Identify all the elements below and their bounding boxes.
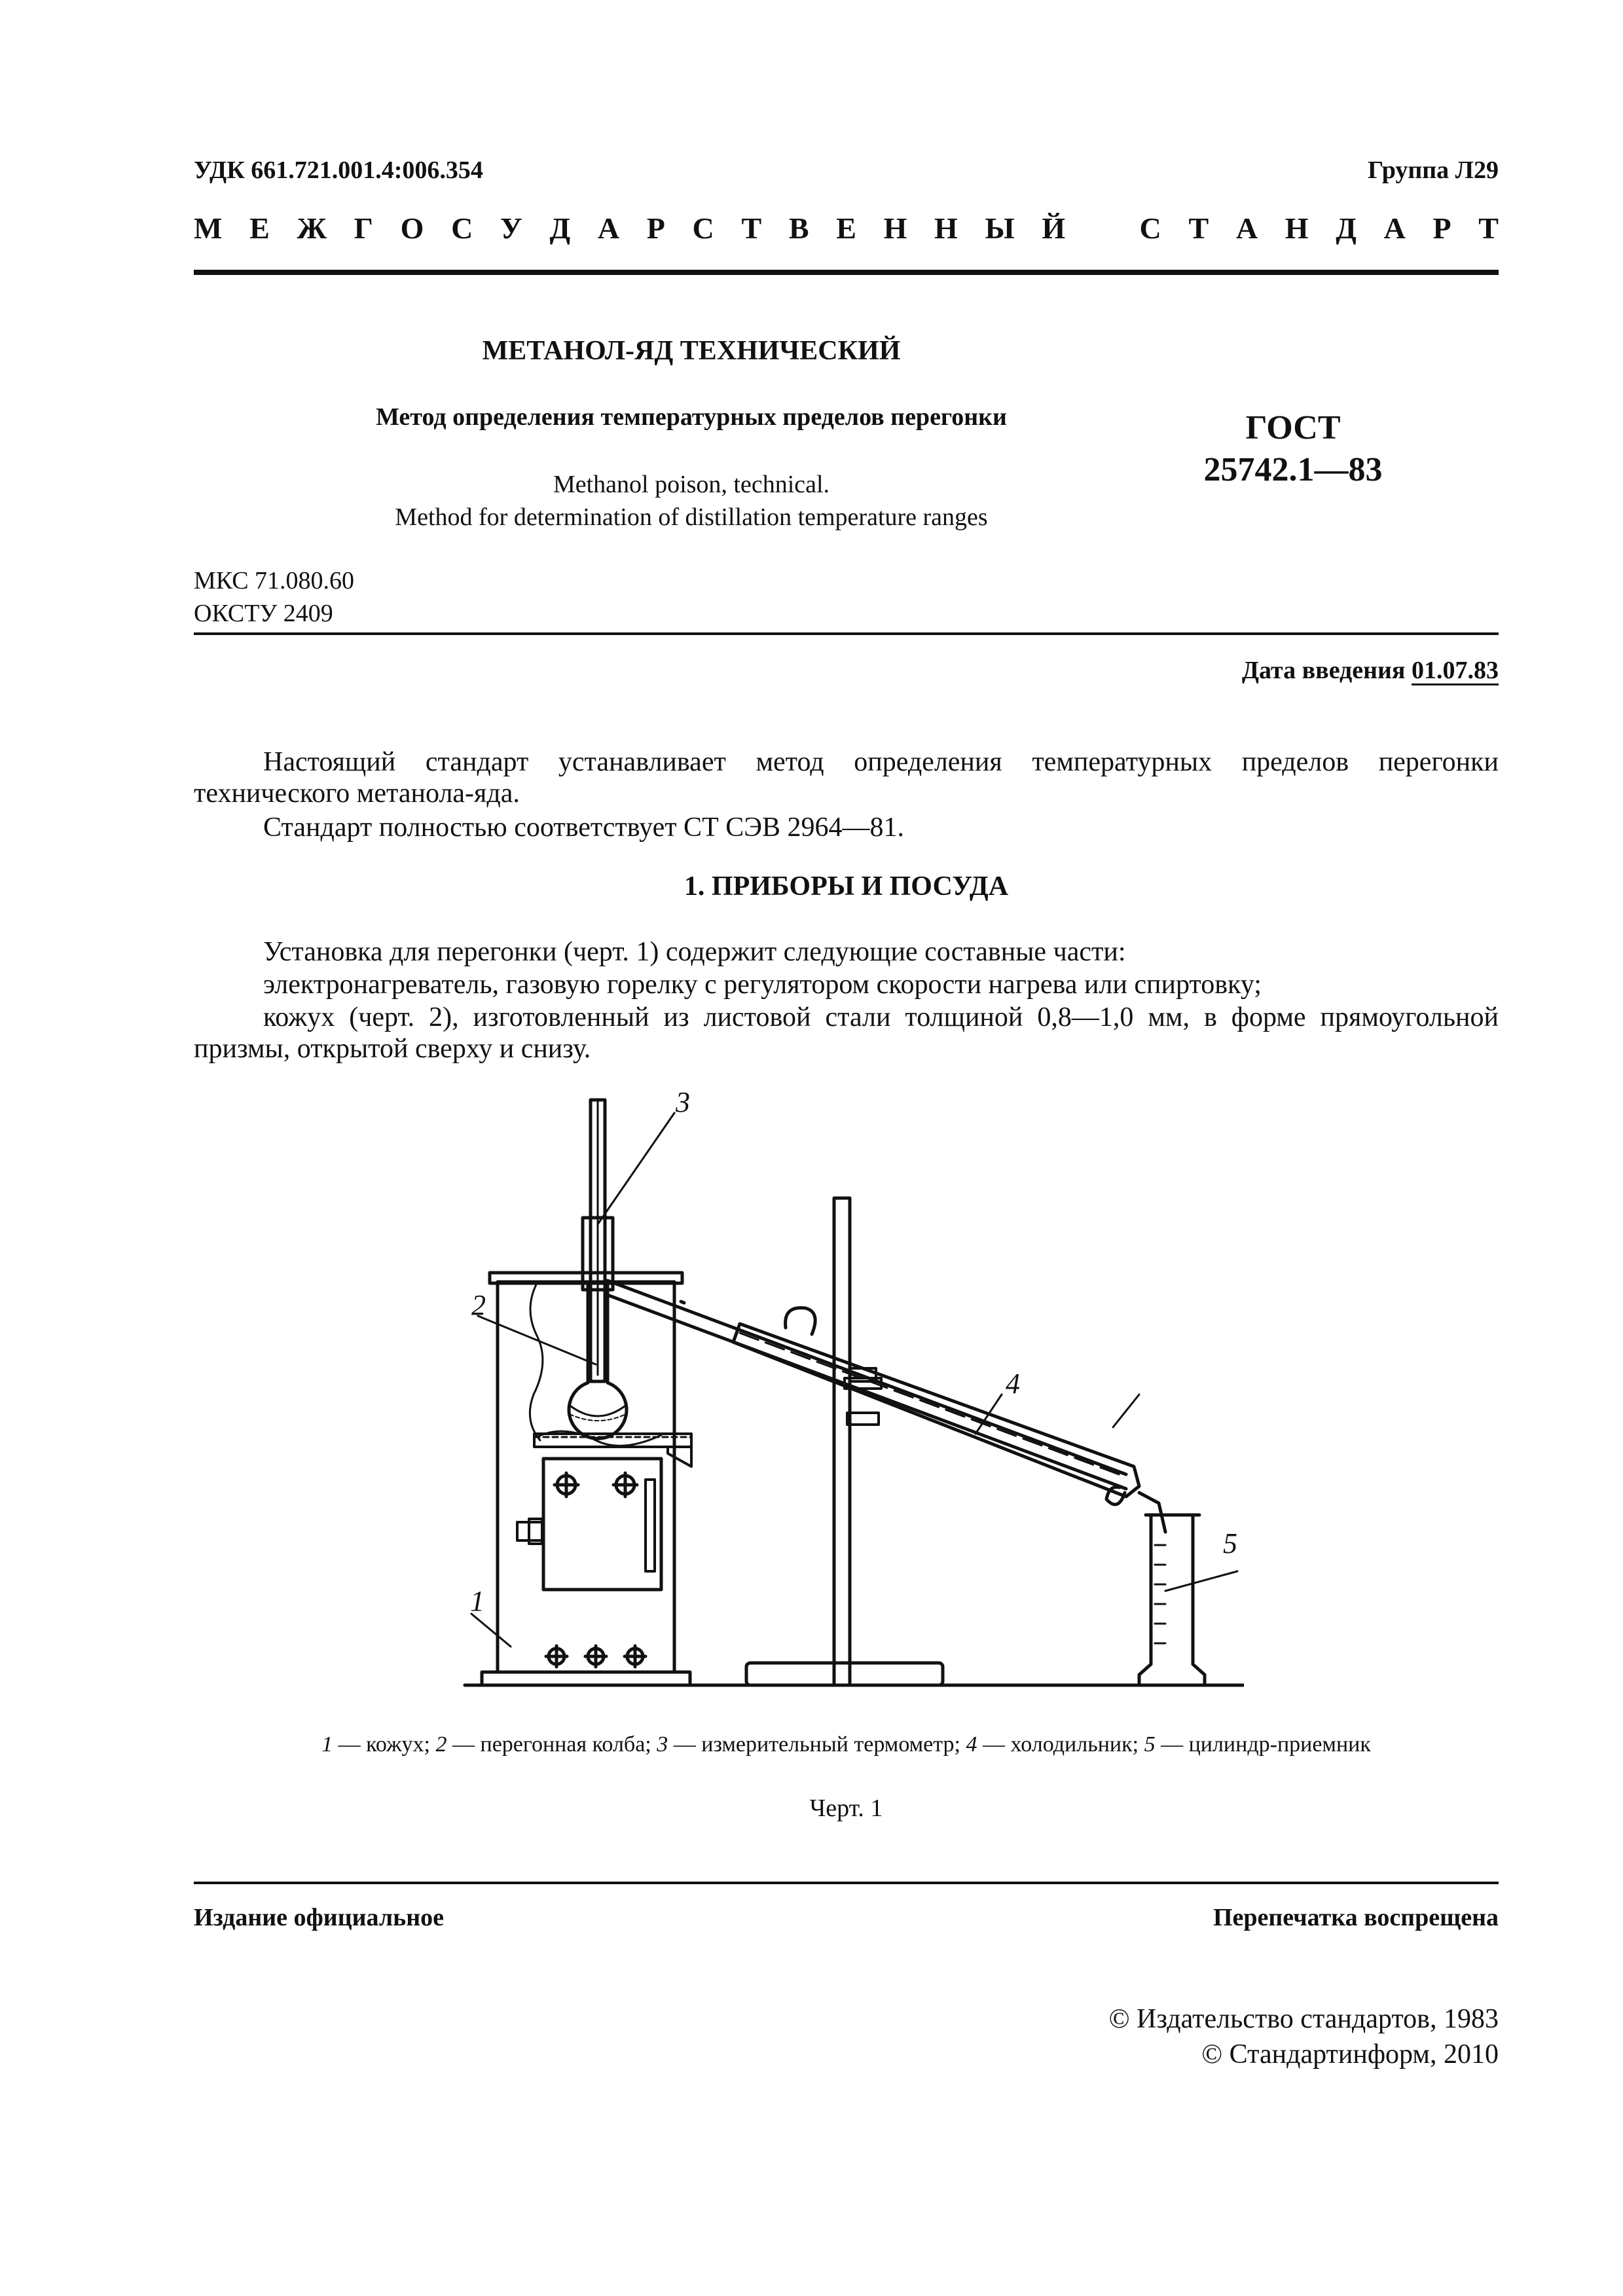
heading-letter: Н: [1285, 211, 1309, 245]
paragraph-setup: Установка для перегонки (черт. 1) содержит следующие составные части:: [263, 937, 1126, 967]
english-title-line1: Methanol poison, technical.: [553, 471, 830, 498]
english-title-line2: Method for determination of distillation temperature ranges: [395, 503, 988, 531]
heading-letter: М: [194, 211, 223, 245]
figure-label-3: 3: [676, 1087, 690, 1118]
figure-label-5: 5: [1223, 1527, 1237, 1559]
heading-letter: А: [597, 211, 620, 245]
footer-rule: [194, 1882, 1499, 1884]
compliance-paragraph: Стандарт полностью соответствует СТ СЭВ 2964—81.: [263, 812, 904, 843]
heading-letter: Т: [741, 211, 762, 245]
heading-letter: С: [692, 211, 714, 245]
heading-letter: О: [400, 211, 424, 245]
legend-text-2: — перегонная колба;: [447, 1732, 657, 1757]
heading-letter: Ы: [985, 211, 1015, 245]
condenser: [608, 1281, 1165, 1532]
legend-text-4: — холодильник;: [977, 1732, 1144, 1757]
legend-num-5: 5: [1144, 1732, 1156, 1757]
gost-number: [1159, 407, 1427, 491]
leader-2: [478, 1316, 596, 1364]
heading-letter: Т: [1478, 211, 1499, 245]
legend-num-2: 2: [435, 1732, 447, 1757]
heading-letter: Р: [1432, 211, 1451, 245]
heading-letter: Н: [883, 211, 907, 245]
interstate-standard-heading: [194, 211, 1499, 246]
heading-letter: Н: [934, 211, 958, 245]
heading-letter: С: [451, 211, 473, 245]
udk-code: УДК 661.721.001.4:006.354: [194, 156, 483, 184]
reprint-prohibited-note: Перепечатка воспрещена: [1213, 1904, 1499, 1931]
lab-stand: [746, 1198, 943, 1685]
leader-1: [471, 1614, 511, 1647]
thermometer: [591, 1100, 674, 1381]
figure-label-1: 1: [470, 1585, 484, 1617]
gost-code: 25742.1—83: [1203, 451, 1383, 488]
date-value: 01.07.83: [1412, 657, 1499, 684]
figure-caption: Черт. 1: [809, 1795, 883, 1822]
okstu-code: ОКСТУ 2409: [194, 600, 333, 627]
copyright-1983: © Издательство стандартов, 1983: [1108, 2004, 1499, 2034]
document-title: МЕТАНОЛ-ЯД ТЕХНИЧЕСКИЙ: [482, 336, 901, 366]
heading-letter: Т: [1188, 211, 1209, 245]
heading-letter: Г: [354, 211, 373, 245]
heading-letter: В: [788, 211, 809, 245]
legend-num-3: 3: [657, 1732, 668, 1757]
legend-text-5: — цилиндр-приемник: [1155, 1732, 1371, 1757]
intro-paragraph: Настоящий стандарт устанавливает метод определения температурных пределов перегонки технического метанола-яда.: [194, 747, 1499, 809]
distillation-apparatus-figure: [458, 1087, 1244, 1702]
figure-label-4: 4: [1006, 1368, 1020, 1400]
heading-letter: У: [500, 211, 522, 245]
heading-letter: Д: [549, 211, 571, 245]
figure-legend: [194, 1732, 1499, 1757]
group-code: Группа Л29: [1367, 156, 1499, 184]
heading-letter: Е: [836, 211, 856, 245]
document-subtitle: Метод определения температурных пределов перегонки: [376, 403, 1007, 431]
figure-label-2: 2: [471, 1289, 486, 1321]
date-label: Дата введения: [1241, 657, 1412, 684]
introduction-date: [1242, 656, 1499, 685]
section-heading: 1. ПРИБОРЫ И ПОСУДА: [684, 871, 1009, 902]
heading-letter: С: [1139, 211, 1161, 245]
heading-letter: А: [1383, 211, 1406, 245]
heading-letter: Е: [249, 211, 270, 245]
title-rule: [194, 632, 1499, 635]
heading-letter: Д: [1336, 211, 1357, 245]
classification-codes: [194, 564, 354, 630]
mks-code: МКС 71.080.60: [194, 567, 355, 594]
legend-text-1: — кожух;: [333, 1732, 436, 1757]
legend-num-4: 4: [966, 1732, 977, 1757]
gost-label: ГОСТ: [1245, 409, 1341, 446]
copyright-2010: © Стандартинформ, 2010: [1201, 2039, 1499, 2069]
heading-letter: Й: [1042, 211, 1066, 245]
heading-letter: Ж: [297, 211, 327, 245]
heading-letter: А: [1235, 211, 1258, 245]
heading-letter: Р: [646, 211, 665, 245]
paragraph-casing: кожух (черт. 2), изготовленный из листовой стали толщиной 0,8—1,0 мм, в форме прямоугольной призмы, открытой сверху и снизу.: [194, 1002, 1499, 1064]
paragraph-heater: электронагреватель, газовую горелку с регулятором скорости нагрева или спиртовку;: [263, 970, 1262, 1000]
heading-letter: [1093, 211, 1112, 246]
legend-num-1: 1: [321, 1732, 333, 1757]
legend-text-3: — измерительный термометр;: [668, 1732, 966, 1757]
header-rule: [194, 270, 1499, 275]
official-edition-note: Издание официальное: [194, 1904, 445, 1931]
